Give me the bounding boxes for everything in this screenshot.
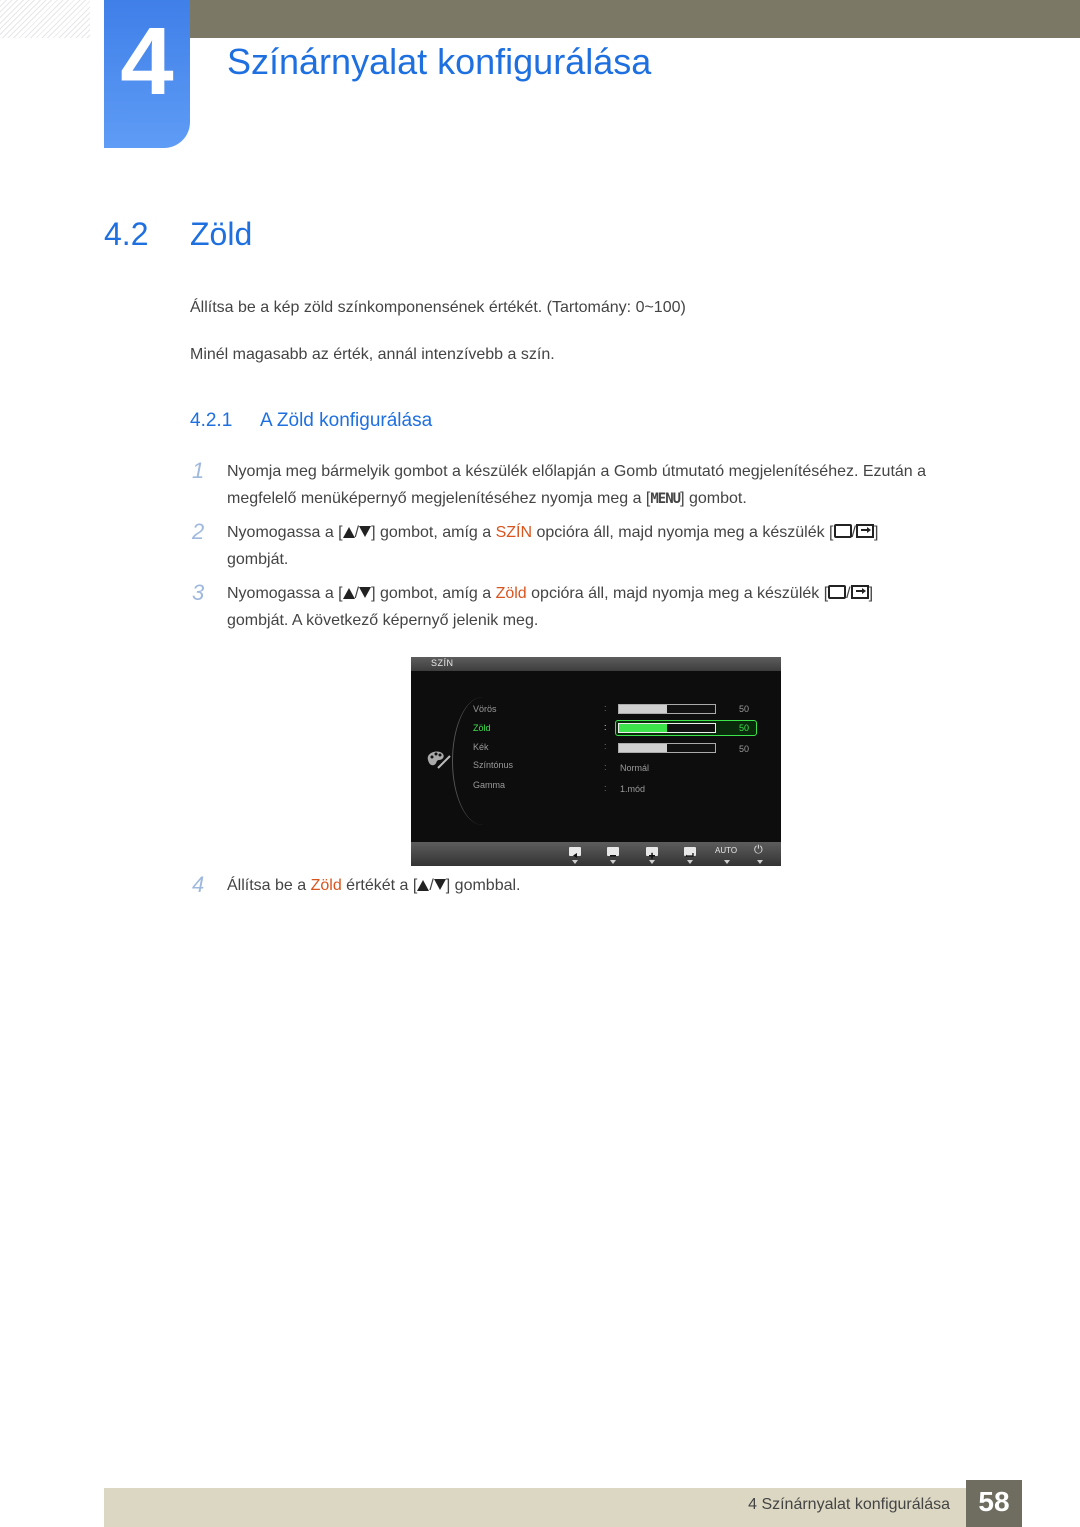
osd-colon: : — [604, 783, 607, 793]
osd-title: SZÍN — [431, 658, 454, 668]
osd-slider-blue[interactable] — [618, 743, 716, 753]
osd-header — [411, 657, 781, 671]
auto-button[interactable]: AUTO — [715, 846, 738, 855]
source-icon — [834, 524, 852, 538]
osd-value-tint: Normál — [620, 763, 650, 773]
osd-item-gamma[interactable]: Gamma — [473, 780, 506, 790]
arrow-down-icon — [359, 587, 371, 598]
subsection-title: A Zöld konfigurálása — [260, 410, 433, 431]
enter-icon — [856, 524, 874, 538]
step-3-line-1: Nyomogassa a [ / ] gombot, amíg a Zöld opcióra áll, majd nyomja meg a készülék [ / ] — [227, 585, 874, 602]
step-2-text-b: ] gombot, amíg a — [371, 524, 496, 541]
menu-key-icon: MENU — [650, 491, 681, 507]
step-1-text-b: ] gombot. — [680, 490, 747, 507]
osd-item-tint[interactable]: Színtónus — [473, 760, 514, 770]
step-2-text-c: opcióra áll, majd nyomja meg a készülék [ — [532, 524, 834, 541]
left-button-icon[interactable] — [569, 847, 581, 856]
step-2-highlight: SZÍN — [495, 524, 533, 541]
arrow-up-icon — [343, 588, 355, 599]
step-4-highlight: Zöld — [310, 877, 342, 894]
osd-fill — [619, 724, 667, 732]
page-number: 58 — [978, 1486, 1010, 1517]
down-arrow-icon — [687, 860, 693, 864]
step-4-text-b: értékét a [ — [341, 877, 418, 894]
osd-colon: : — [604, 762, 607, 772]
osd-colon: : — [604, 703, 607, 713]
source-icon — [828, 585, 846, 599]
osd-value-gamma: 1.mód — [620, 784, 646, 794]
osd-fill — [619, 744, 667, 752]
step-2-line-2: gombját. — [227, 551, 289, 568]
intro-paragraph-1: Állítsa be a kép zöld színkomponensének értékét. (Tartomány: 0~100) — [190, 299, 686, 316]
corner-hatch — [0, 0, 90, 38]
arrow-up-icon — [343, 527, 355, 538]
down-arrow-icon — [757, 860, 763, 864]
osd-value-blue: 50 — [739, 744, 750, 754]
minus-button-icon[interactable] — [607, 847, 619, 856]
osd-item-green[interactable]: Zöld — [473, 723, 491, 733]
osd-fill — [619, 705, 667, 713]
step-2 — [227, 519, 1007, 573]
osd-slider-red[interactable] — [618, 704, 716, 714]
enter-button-icon[interactable] — [684, 847, 696, 856]
subsection-number: 4.2.1 — [190, 410, 233, 431]
step-1 — [227, 458, 1007, 513]
step-3-text-d: ] — [868, 585, 874, 602]
step-3-highlight: Zöld — [495, 585, 527, 602]
down-arrow-icon — [572, 860, 578, 864]
separator: / — [429, 877, 434, 894]
step-2-text-d: ] — [873, 524, 879, 541]
step-1-text-a: megfelelő menüképernyő megjelenítéséhez nyomja meg a [ — [227, 490, 651, 507]
step-4 — [227, 872, 1007, 899]
step-1-line-1: Nyomja meg bármelyik gombot a készülék előlapján a Gomb útmutató megjelenítéséhez. Ezután a — [227, 463, 927, 480]
footer-chapter-label: 4 Színárnyalat konfigurálása — [748, 1496, 950, 1513]
osd-item-blue[interactable]: Kék — [473, 742, 489, 752]
separator: / — [354, 585, 360, 602]
osd-value-red: 50 — [739, 704, 750, 714]
enter-icon — [851, 585, 869, 599]
step-3-text-c: opcióra áll, majd nyomja meg a készülék [ — [526, 585, 829, 602]
step-2-line-1: Nyomogassa a [ / ] gombot, amíg a SZÍN opcióra áll, majd nyomja meg a készülék [ / ] — [227, 524, 879, 541]
down-arrow-icon — [649, 860, 655, 864]
palette-icon — [424, 748, 452, 770]
intro-paragraph-2: Minél magasabb az érték, annál intenzívebb a szín. — [190, 346, 555, 363]
osd-value-green: 50 — [739, 723, 750, 733]
step-number-3: 3 — [192, 580, 205, 605]
step-3-text-b: ] gombot, amíg a — [371, 585, 496, 602]
step-number-4: 4 — [192, 872, 205, 897]
osd-item-red[interactable]: Vörös — [473, 704, 497, 714]
osd-slider-green[interactable] — [618, 723, 716, 733]
arrow-down-icon — [434, 879, 446, 890]
down-arrow-icon — [724, 860, 730, 864]
chapter-number: 4 — [120, 8, 174, 115]
step-4-text-a: Állítsa be a — [227, 877, 311, 894]
arrow-down-icon — [359, 526, 371, 537]
separator: / — [354, 524, 360, 541]
step-number-2: 2 — [192, 519, 205, 544]
osd-colon: : — [604, 741, 607, 751]
section-title: Zöld — [190, 216, 253, 252]
osd-colon: : — [604, 722, 607, 732]
step-3-text-a: Nyomogassa a [ — [227, 585, 343, 602]
section-number: 4.2 — [104, 216, 149, 252]
step-3-line-2: gombját. A következő képernyő jelenik meg. — [227, 612, 539, 629]
step-1-line-2 — [227, 485, 1007, 513]
power-icon[interactable]: ⏻ — [754, 844, 763, 856]
step-2-text-a: Nyomogassa a [ — [227, 524, 343, 541]
step-3 — [227, 580, 1007, 634]
step-4-text-c: ] gombbal. — [445, 877, 521, 894]
arrow-up-icon — [417, 880, 429, 891]
header-bar — [190, 0, 1080, 38]
down-arrow-icon — [610, 860, 616, 864]
plus-button-icon[interactable] — [646, 847, 658, 856]
step-number-1: 1 — [192, 458, 205, 483]
chapter-title: Színárnyalat konfigurálása — [227, 41, 652, 82]
